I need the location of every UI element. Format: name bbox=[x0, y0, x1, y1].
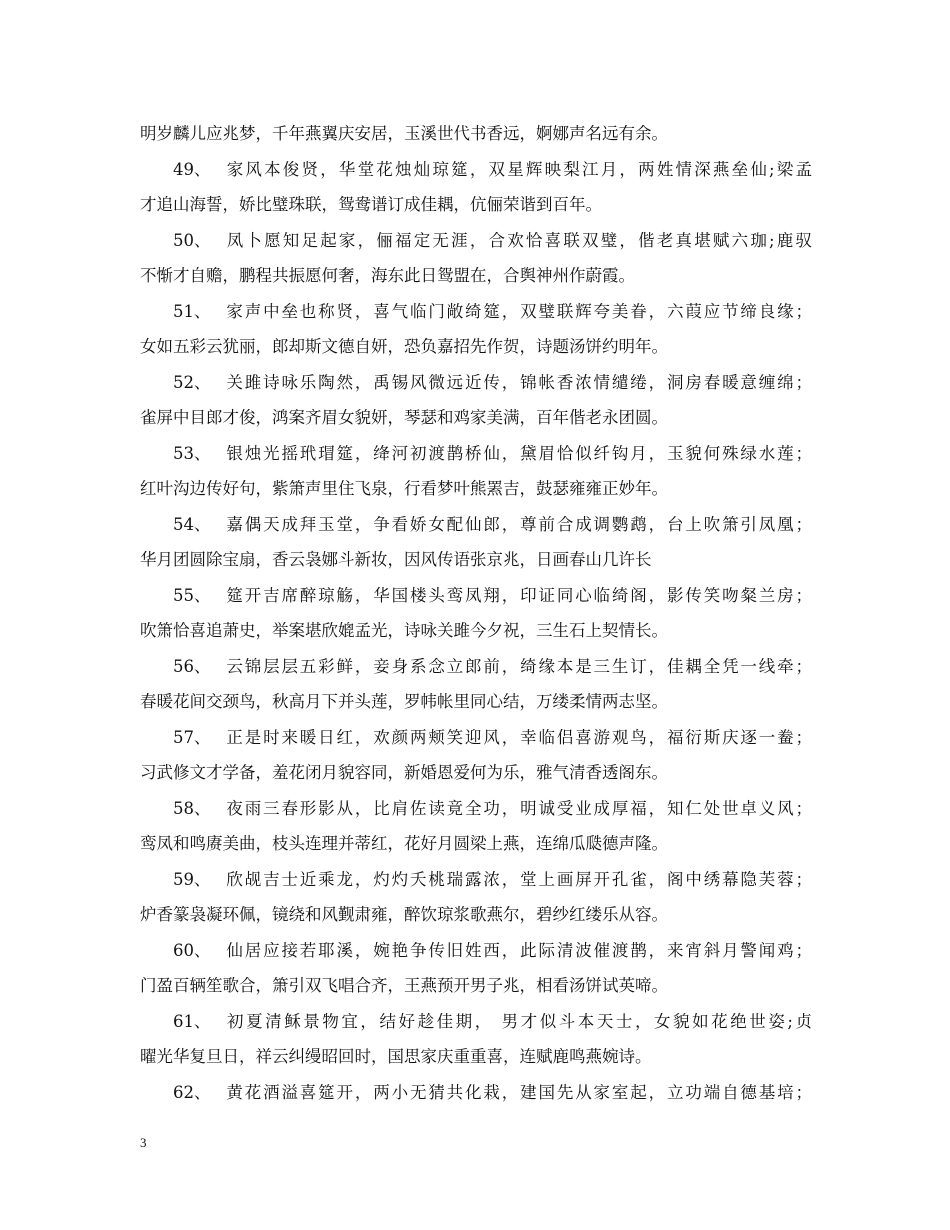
item-number: 50、 bbox=[173, 230, 211, 250]
line-text: 银烛光摇玳瑁筵，绛河初渡鹊桥仙，黛眉恰似纤钩月，玉貌何殊绿水莲； bbox=[224, 443, 812, 463]
item-number: 55、 bbox=[173, 585, 211, 605]
text-line bbox=[140, 649, 812, 685]
text-line bbox=[140, 187, 812, 223]
text-line bbox=[140, 471, 812, 507]
item-number: 53、 bbox=[173, 443, 211, 463]
line-text: 家风本俊贤，华堂花烛灿琼筵，双星辉映梨江月，两姓情深燕垒仙;梁孟 bbox=[224, 159, 812, 179]
line-text: 关雎诗咏乐陶然，禹锡风微远近传，锦帐香浓情缱绻，洞房春暖意缠绵； bbox=[224, 372, 812, 392]
text-line bbox=[140, 1075, 812, 1111]
line-text: 红叶沟边传好句，紫箫声里住飞泉，行看梦叶熊罴吉，鼓瑟雍雍正妙年。 bbox=[140, 479, 668, 498]
text-line bbox=[140, 400, 812, 436]
line-text: 黄花酒溢喜筵开，两小无猜共化栽，建国先从家室起，立功端自德基培； bbox=[224, 1082, 812, 1102]
text-line bbox=[140, 684, 812, 720]
item-number: 61、 bbox=[173, 1011, 211, 1031]
item-number: 51、 bbox=[173, 301, 211, 321]
text-line bbox=[140, 1004, 812, 1040]
line-text: 夜雨三春形影从，比肩佐读竟全功，明诚受业成厚福，知仁处世卓义风； bbox=[224, 798, 812, 818]
line-text: 雀屏中目郎才俊，鸿案齐眉女貌妍，琴瑟和鸡家美满，百年偕老永团圆。 bbox=[140, 408, 668, 427]
text-line bbox=[140, 365, 812, 401]
text-line bbox=[140, 755, 812, 791]
line-text: 习武修文才学备，羞花闭月貌容同，新婚恩爱何为乐，雅气清香透阁东。 bbox=[140, 763, 668, 782]
line-text: 明岁麟儿应兆梦，千年燕翼庆安居，玉溪世代书香远，婀娜声名远有余。 bbox=[140, 124, 668, 143]
line-text: 才追山海誓，娇比璧珠联，鸳鸯谱订成佳耦，伉俪荣谐到百年。 bbox=[140, 195, 602, 214]
text-line bbox=[140, 152, 812, 188]
text-line bbox=[140, 116, 812, 152]
line-text: 不惭才自赡，鹏程共振愿何奢，海东此日鸳盟在，合舆神州作蔚霞。 bbox=[140, 266, 635, 285]
text-line bbox=[140, 258, 812, 294]
text-line bbox=[140, 329, 812, 365]
text-line bbox=[140, 968, 812, 1004]
text-line bbox=[140, 1039, 812, 1075]
line-text: 初夏清稣景物宜，结好趁佳期， 男才似斗本天士，女貌如花绝世姿;贞 bbox=[224, 1011, 812, 1031]
text-line bbox=[140, 436, 812, 472]
item-number: 54、 bbox=[173, 514, 211, 534]
text-line bbox=[140, 578, 812, 614]
text-line bbox=[140, 507, 812, 543]
text-line bbox=[140, 897, 812, 933]
item-number: 57、 bbox=[173, 727, 211, 747]
line-text: 家声中垒也称贤，喜气临门敞绮筵，双璧联辉夸美眷，六葭应节缔良缘； bbox=[224, 301, 812, 321]
page-number: 3 bbox=[140, 1135, 147, 1150]
text-line bbox=[140, 826, 812, 862]
item-number: 52、 bbox=[173, 372, 211, 392]
text-line bbox=[140, 862, 812, 898]
line-text: 华月团圆除宝扇，香云袅娜斗新妆，因风传语张京兆，日画春山几许长 bbox=[140, 550, 652, 569]
text-line bbox=[140, 613, 812, 649]
line-text: 欣觇吉士近乘龙，灼灼夭桃瑞露浓，堂上画屏开孔雀，阁中绣幕隐芙蓉； bbox=[224, 869, 812, 889]
line-text: 吹箫恰喜追萧史，举案堪欣媲孟光，诗咏关雎今夕祝，三生石上契情长。 bbox=[140, 621, 668, 640]
line-text: 正是时来暖日红，欢颜两颊笑迎风，幸临侣喜游观鸟，福衍斯庆逐一鲞； bbox=[224, 727, 812, 747]
item-number: 58、 bbox=[173, 798, 211, 818]
item-number: 60、 bbox=[173, 940, 211, 960]
line-text: 门盈百辆笙歌合，箫引双飞唱合齐，王燕预开男子兆，相看汤饼试英啼。 bbox=[140, 976, 668, 995]
line-text: 曜光华复旦日，祥云纠缦昭回时，国思家庆重重喜，连赋鹿鸣燕婉诗。 bbox=[140, 1047, 652, 1066]
text-line bbox=[140, 294, 812, 330]
item-number: 62、 bbox=[173, 1082, 211, 1102]
text-line bbox=[140, 542, 812, 578]
text-line bbox=[140, 933, 812, 969]
line-text: 仙居应接若耶溪，婉艳争传旧姓西，此际清波催渡鹊，来宵斜月警闻鸡； bbox=[224, 940, 812, 960]
item-number: 49、 bbox=[173, 159, 211, 179]
line-text: 女如五彩云犹丽，郎却斯文德自妍，恐负嘉招先作贺，诗题汤饼约明年。 bbox=[140, 337, 668, 356]
document-body bbox=[140, 116, 812, 1110]
line-text: 春暖花间交颈鸟，秋高月下并头莲，罗帏帐里同心结，万缕柔情两志坚。 bbox=[140, 692, 668, 711]
line-text: 凤卜愿知足起家，俪福定无涯，合欢恰喜联双璧，偕老真堪赋六珈;鹿驭 bbox=[224, 230, 812, 250]
text-line bbox=[140, 223, 812, 259]
line-text: 鸾凤和鸣赓美曲，枝头连理并蒂红，花好月圆梁上燕，连绵瓜瓞德声隆。 bbox=[140, 834, 668, 853]
line-text: 嘉偶天成拜玉堂，争看娇女配仙郎，尊前合成调鹦鹉，台上吹箫引凤凰； bbox=[224, 514, 812, 534]
line-text: 炉香篆袅凝环佩，镜绕和风觐肃雍，醉饮琼浆歌燕尔，碧纱红缕乐从容。 bbox=[140, 905, 668, 924]
line-text: 筵开吉席醉琼觞，华国楼头鸾凤翔，印证同心临绮阁，影传笑吻粲兰房； bbox=[224, 585, 812, 605]
item-number: 59、 bbox=[173, 869, 211, 889]
line-text: 云锦层层五彩鲜，妾身系念立郎前，绮缘本是三生订，佳耦全凭一线牵； bbox=[224, 656, 812, 676]
item-number: 56、 bbox=[173, 656, 211, 676]
text-line bbox=[140, 791, 812, 827]
text-line bbox=[140, 720, 812, 756]
